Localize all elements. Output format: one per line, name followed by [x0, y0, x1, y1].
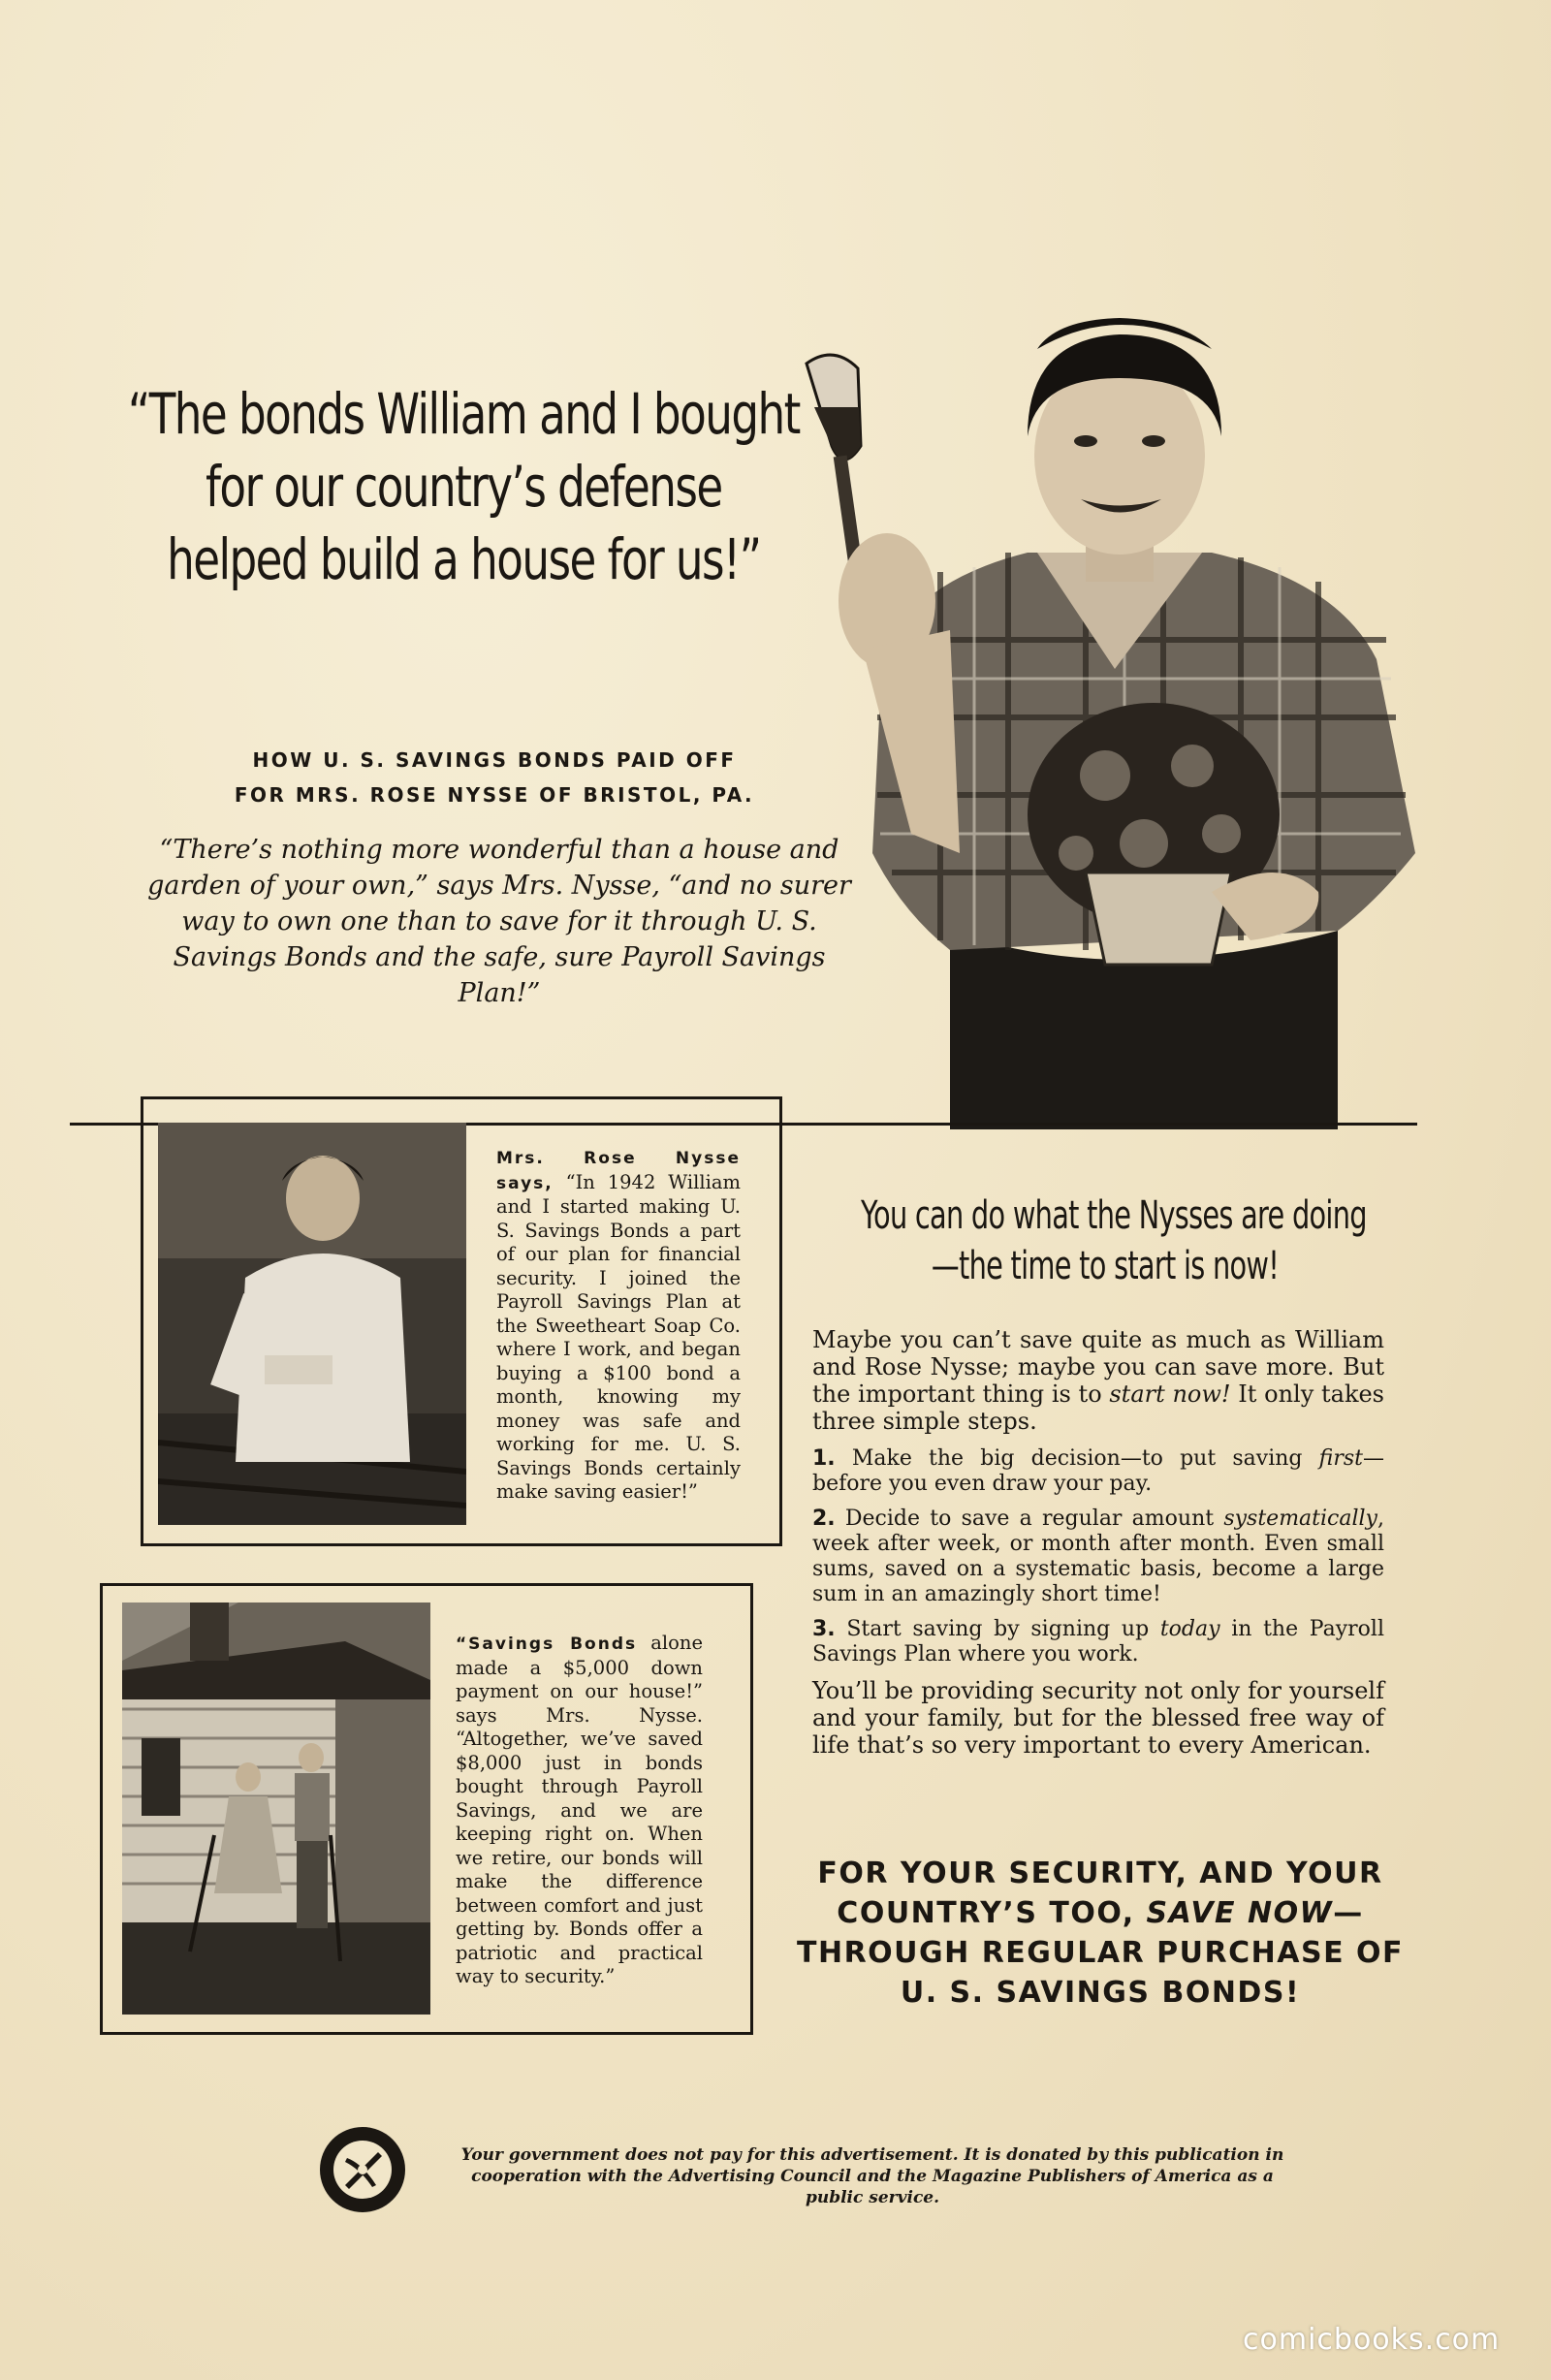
body-outro: You’ll be providing security not only for yourself and your family, but for the blessed free way of life that’s so very important to every American. [812, 1677, 1384, 1759]
subhead-line-2: FOR MRS. ROSE NYSSE OF BRISTOL, PA. [234, 783, 755, 807]
step-1-text-a: Make the big decision—to put saving [835, 1446, 1319, 1471]
site-watermark: comicbooks.com [1243, 2323, 1501, 2357]
testimonial-body-1: “In 1942 William and I started making U. S. Savings Bonds a part of our plan for financial security. I joined the Payroll Savings Plan at the Sweetheart Soap Co. where I work, and began buying a $100 bond a month, knowing my money was safe and working for me. U. S. Savings Bonds certainly make saving easier!” [496, 1170, 741, 1503]
step-2-text-a: Decide to save a regular amount [835, 1507, 1224, 1531]
step-1-emphasis: first [1318, 1446, 1363, 1471]
step-3-emphasis: today [1159, 1617, 1220, 1641]
photo-couple-at-house [122, 1603, 430, 2015]
closing-line-2-text: COUNTRY’S TOO, [837, 1896, 1147, 1930]
body-intro-text-b: It only takes three simple steps. [812, 1380, 1385, 1435]
body-intro-emphasis: start now! [1109, 1380, 1231, 1408]
headline-line-2: for our country’s defense [205, 454, 722, 520]
subhead [194, 743, 795, 812]
step-2-emphasis: systematically [1223, 1507, 1377, 1531]
subhead-line-1: HOW U. S. SAVINGS BONDS PAID OFF [252, 748, 737, 772]
testimonial-lead-1: Mrs. Rose Nysse says, [496, 1149, 741, 1193]
testimonial-body-2: alone made a $5,000 down payment on our house!” says Mrs. Nysse. “Altogether, we’ve saved $8,000 just in bonds bought through Payroll Savings, and we are keeping right on. When we retire, our bonds will make the difference between comfort and just getting by. Bonds offer a patriotic and practical way to security.” [456, 1632, 703, 1987]
portrait-photo [795, 310, 1425, 1129]
testimonial-lead-2: “Savings Bonds [456, 1634, 638, 1654]
footer-disclaimer: Your government does not pay for this advertisement. It is donated by this publication in cooperation with the Advertising Council and the Magazine Publishers of America as a public service. [460, 2145, 1284, 2207]
closing-line-2-dash: — [1333, 1896, 1364, 1930]
testimonial-text-2 [456, 1632, 703, 1989]
step-1-text-b: —before you even draw your pay. [812, 1446, 1384, 1496]
step-1 [812, 1446, 1384, 1497]
step-2 [812, 1507, 1384, 1607]
cta-heading-line-1: You can do what the Nysses are doing [861, 1193, 1367, 1238]
closing-line-1: FOR YOUR SECURITY, AND YOUR [817, 1856, 1383, 1890]
body-intro-text-a: Maybe you can’t save quite as much as William and Rose Nysse; maybe you can save more. But the important thing is to [812, 1326, 1384, 1408]
testimonial-text-1 [496, 1146, 741, 1505]
headline-line-3: helped build a house for us!” [167, 526, 761, 592]
body-intro [812, 1326, 1384, 1435]
call-to-action-heading [861, 1190, 1367, 1291]
headline [97, 378, 831, 596]
step-2-text-b: , week after week, or month after month. Even small sums, saved on a systematic basis, become a large sum in an amazingly short time! [812, 1507, 1384, 1606]
cta-heading-line-2: —the time to start is now! [931, 1244, 1280, 1288]
closing-slogan [795, 1854, 1406, 2013]
step-3-text-b: in the Payroll Savings Plan where you work. [812, 1617, 1384, 1666]
intro-quote: “There’s nothing more wonderful than a house and garden of your own,” says Mrs. Nysse, “and no surer way to own one than to save for it through U. S. Savings Bonds and the safe, sure Payroll Savings Plan!” [147, 835, 851, 1008]
closing-line-3: THROUGH REGULAR PURCHASE OF [797, 1936, 1404, 1970]
closing-line-2 [795, 1893, 1406, 1933]
body-copy [812, 1326, 1384, 1770]
step-3-text-a: Start saving by signing up [835, 1617, 1160, 1641]
step-2-number: 2. [812, 1507, 836, 1531]
closing-line-4: U. S. SAVINGS BONDS! [900, 1976, 1301, 2010]
headline-line-1: “The bonds William and I bought [127, 381, 800, 447]
step-3 [812, 1617, 1384, 1667]
photo-rose-at-work [158, 1123, 466, 1525]
step-1-number: 1. [812, 1446, 836, 1471]
closing-line-2-emphasis: SAVE NOW [1146, 1896, 1334, 1930]
step-3-number: 3. [812, 1617, 836, 1641]
advertising-council-seal-icon [318, 2125, 407, 2214]
